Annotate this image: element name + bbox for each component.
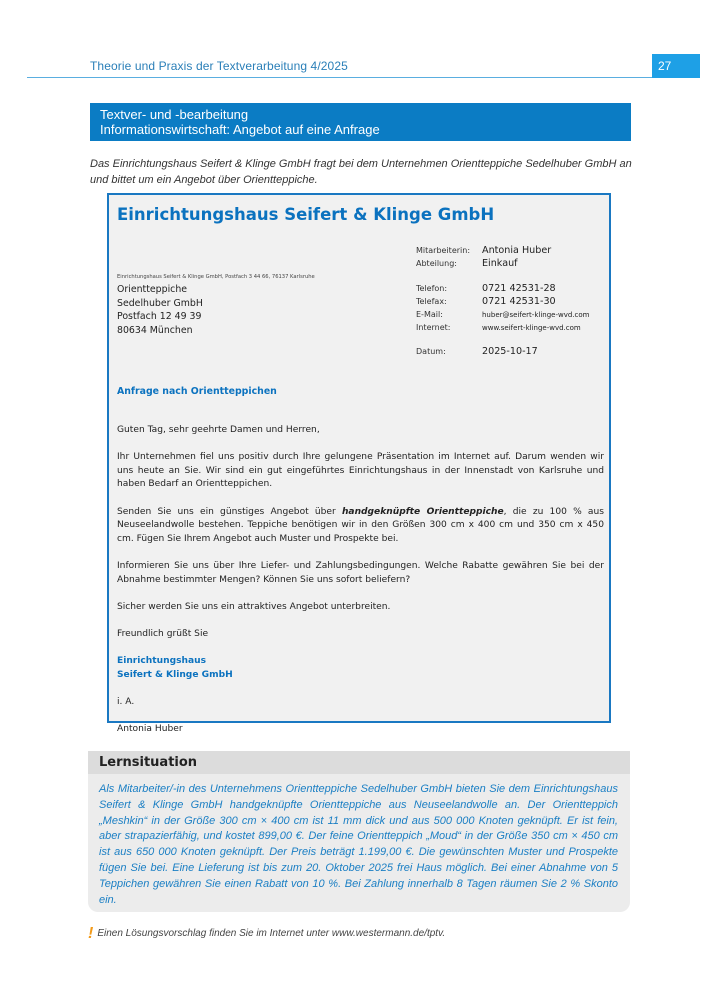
info-row-datum: Datum: 2025-10-17: [416, 346, 538, 357]
letter-box: [107, 193, 611, 735]
info-row-telefon: Telefon: 0721 42531-28: [416, 283, 556, 294]
closing: Freundlich grüßt Sie: [117, 628, 209, 639]
info-row-telefax: Telefax: 0721 42531-30: [416, 296, 556, 307]
solution-note: [88, 925, 445, 943]
paragraph-1: Ihr Unternehmen fiel uns positiv durch Ihre gelungene Präsentation im Internet auf. Darum wenden wir uns heute an Sie. Wir sind ein gut eingeführtes Einrichtungshaus in der Innenstadt von Karlsruhe und haben Bedarf an Orientteppichen.: [117, 452, 604, 490]
paragraph-3: Informieren Sie uns über Ihre Liefer- und Zahlungsbedingungen. Welche Rabatte gewähren Sie bei der Abnahme bestimmter Mengen? Können Sie uns sofort beliefern?: [117, 560, 604, 585]
recipient-line: Sedelhuber GmbH: [117, 297, 203, 309]
exclamation-icon: !: [88, 925, 94, 942]
recipient-line: Orientteppiche: [117, 284, 188, 295]
recipient-line: Postfach 12 49 39: [117, 311, 202, 322]
intro-text: Das Einrichtungshaus Seifert & Klinge GmbH fragt bei dem Unternehmen Orientteppiche Sedelhuber GmbH an und bittet um ein Angebot über Orientteppiche.: [90, 158, 632, 186]
salutation: Guten Tag, sehr geehrte Damen und Herren,: [117, 425, 320, 435]
paragraph-4: Sicher werden Sie uns ein attraktives Angebot unterbreiten.: [117, 601, 391, 612]
sender-return-line: Einrichtungshaus Seifert & Klinge GmbH, Postfach 3 44 66, 76137 Karlsruhe: [117, 274, 315, 280]
letter-subject: Anfrage nach Orientteppichen: [117, 386, 277, 397]
recipient-line: 80634 München: [117, 324, 193, 336]
lernsituation-text: Als Mitarbeiter/-in des Unternehmens Orientteppiche Sedelhuber GmbH bieten Sie dem Einrichtungshaus Seifert & Klinge GmbH handgeknüpfte Orientteppiche aus Neuseelandwolle an. Der Orientteppich „Meshkin“ in der Größe 300 cm × 400 cm ist 11 mm dick und aus 500 000 Knoten geknüpft. Er ist fein, aber strapazierfähig, und kostet 899,00 €. Der feine Orientteppich „Moud“ in der Größe 350 cm × 450 cm ist aus 650 000 Knoten geknüpft. Der Preis beträgt 1.199,00 €. Die gewünschten Muster und Prospekte fügen Sie bei. Eine Lieferung ist bis zum 20. Oktober 2025 frei Haus möglich. Bei einer Abnahme von 5 Teppichen gewähren Sie einen Rabatt von 10 %. Bei Zahlung innerhalb 8 Tagen räumen Sie 2 % Skonto ein.: [99, 783, 618, 906]
ia-marker: i. A.: [117, 696, 135, 707]
emphasis-product: handgeknüpfte Orientteppiche: [341, 506, 504, 517]
lernsituation-title: Lernsituation: [88, 751, 630, 774]
page-number: 27: [652, 54, 700, 78]
banner-line-2: Informationswirtschaft: Angebot auf eine Anfrage: [100, 122, 380, 137]
paragraph-2: Senden Sie uns ein günstiges Angebot über handgeknüpfte Orientteppiche, die zu 100 % aus Neuseelandwolle bestehen. Teppiche benötigen wir in den Größen 300 cm x 400 cm und 350 cm x 450 cm. Fügen Sie Ihrem Angebot auch Muster und Prospekte bei.: [117, 506, 604, 544]
header-divider: [27, 77, 652, 78]
info-row-mitarbeiterin: Mitarbeiterin: Antonia Huber: [416, 245, 552, 256]
info-row-internet: Internet: www.seifert-klinge-wvd.com: [416, 323, 581, 332]
recipient-address: [117, 283, 203, 337]
banner-line-1: Textver- und -bearbeitung: [100, 107, 249, 122]
signature-company: Einrichtungshaus Seifert & Klinge GmbH: [117, 656, 233, 680]
letter-company-name: Einrichtungshaus Seifert & Klinge GmbH: [117, 205, 495, 224]
running-header-title: Theorie und Praxis der Textverarbeitung 4/2025: [90, 59, 348, 73]
note-text: Einen Lösungsvorschlag finden Sie im Internet unter www.westermann.de/tptv.: [97, 928, 446, 939]
info-row-abteilung: Abteilung: Einkauf: [416, 258, 518, 269]
letter-body: [117, 424, 604, 750]
lernsituation-box: [88, 751, 630, 912]
info-row-email: E-Mail: huber@seifert-klinge-wvd.com: [416, 310, 590, 319]
signer-name: Antonia Huber: [117, 724, 183, 735]
section-banner: [90, 103, 631, 141]
